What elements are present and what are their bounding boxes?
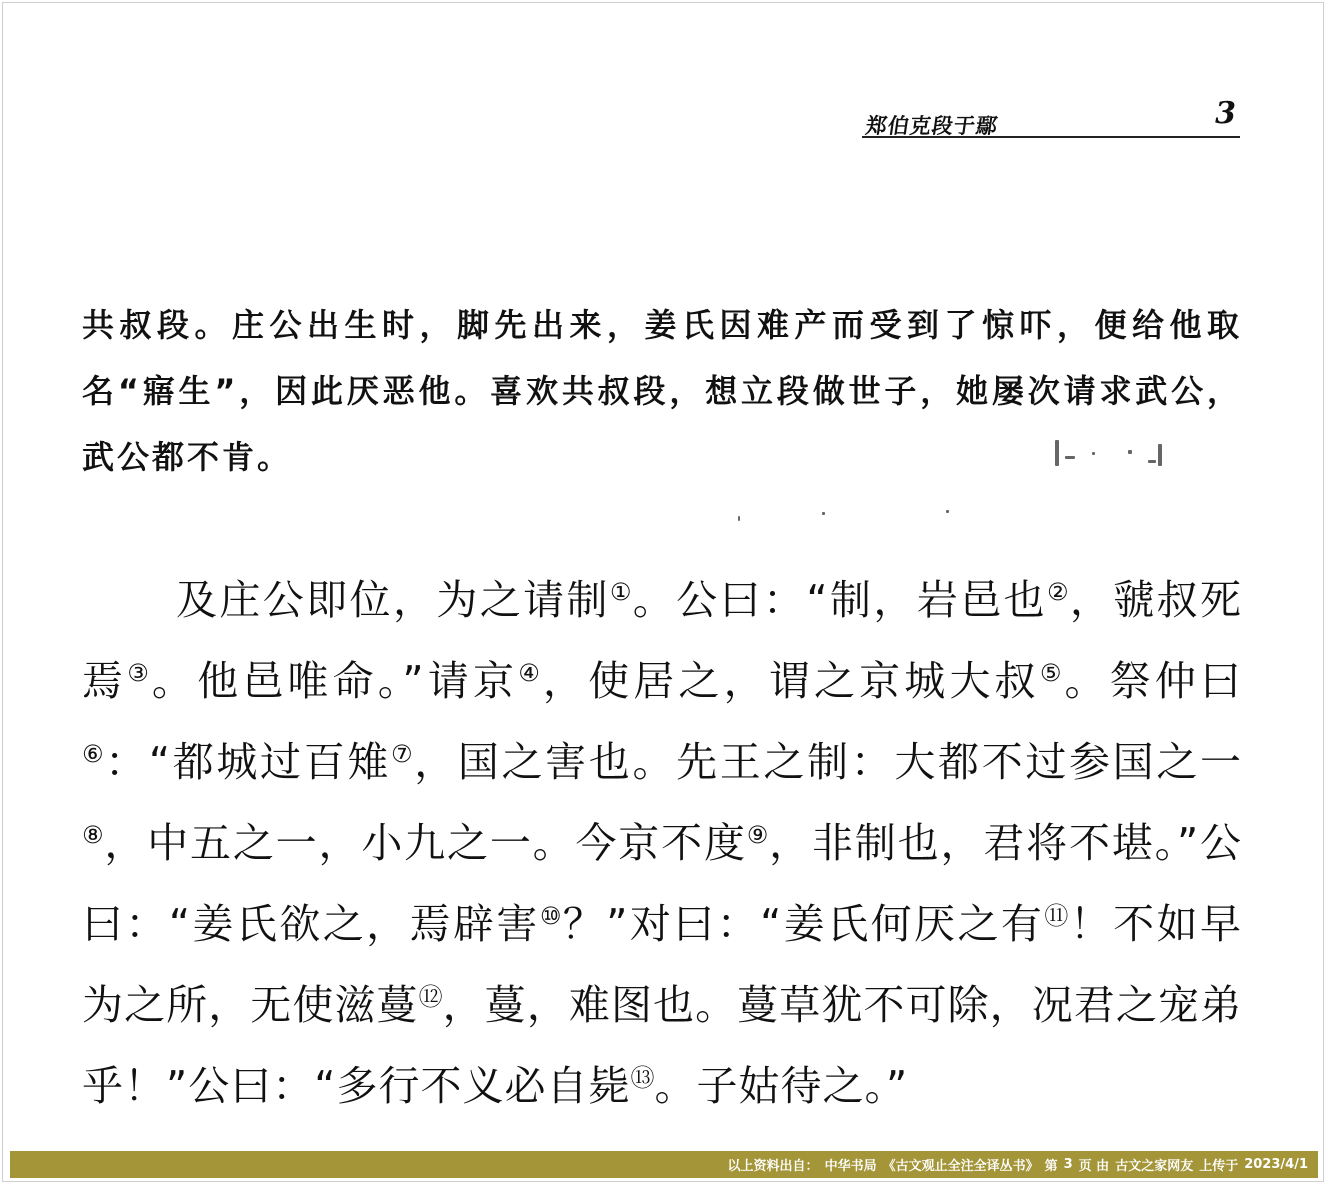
footnote-marker[interactable]: ④ bbox=[518, 659, 543, 687]
book-title[interactable]: 《古文观止全注全译丛书》 bbox=[882, 1159, 1039, 1174]
scan-speck bbox=[1065, 456, 1075, 459]
running-head bbox=[862, 96, 1240, 138]
scan-speck bbox=[1158, 444, 1162, 466]
text-run: ，使居之，谓之京城大叔 bbox=[542, 657, 1040, 705]
scan-speck bbox=[1055, 440, 1059, 466]
page-number: 3 bbox=[1215, 96, 1236, 131]
upload-date: 2023/4/1 bbox=[1244, 1157, 1308, 1172]
text-run: ，中五之一，小九之一。今京不度 bbox=[104, 819, 747, 867]
text-run: 。祭仲曰 bbox=[1064, 657, 1243, 705]
scan-speck bbox=[822, 512, 825, 515]
scan-speck bbox=[946, 510, 949, 513]
footnote-marker[interactable]: ⑥ bbox=[82, 740, 106, 768]
text-run: 。公曰：“制，岩邑也 bbox=[632, 576, 1047, 624]
text-run: ，蔓，难图也。蔓草犹不可除，况君之宠弟乎！”公曰：“多行不义必自毙 bbox=[82, 981, 1243, 1110]
footnote-marker[interactable]: ⑩ bbox=[539, 902, 563, 930]
text-run: ！不如早为之所，无使滋蔓 bbox=[82, 900, 1243, 1029]
scan-speck bbox=[1148, 460, 1156, 463]
upload-label: 上传于 bbox=[1199, 1159, 1239, 1174]
footnote-marker[interactable]: ② bbox=[1046, 578, 1070, 606]
footnote-marker[interactable]: ⑫ bbox=[418, 983, 443, 1011]
footnote-marker[interactable]: ⑪ bbox=[1044, 902, 1070, 930]
translation-text: 共叔段。庄公出生时，脚先出来，姜氏因难产而受到了惊吓，便给他取名“寤生”，因此厌恶他。喜欢共叔段，想立段做世子，她屡次请求武公，武公都不肯。 bbox=[82, 306, 1242, 476]
text-run: ？”对曰：“姜氏何厌之有 bbox=[562, 900, 1045, 948]
footnote-marker[interactable]: ⑨ bbox=[746, 821, 770, 849]
page-suffix: 页 由 bbox=[1078, 1159, 1110, 1174]
footnote-marker[interactable]: ① bbox=[609, 578, 633, 606]
footnote-marker[interactable]: ⑧ bbox=[82, 821, 105, 849]
translation-paragraph bbox=[82, 292, 1242, 490]
text-run: ，国之害也。先王之制：大都不过参国之一 bbox=[414, 738, 1242, 786]
source-label: 以上资料出自： bbox=[727, 1159, 819, 1174]
scan-speck bbox=[1128, 450, 1132, 454]
scan-speck bbox=[1092, 452, 1095, 455]
text-run: 及庄公即位，为之请制 bbox=[176, 576, 610, 624]
footnote-marker[interactable]: ⑦ bbox=[391, 740, 415, 768]
footnote-marker[interactable]: ⑬ bbox=[630, 1064, 655, 1092]
text-run: ，虢叔死焉 bbox=[82, 576, 1243, 705]
text-run: 。子姑待之。” bbox=[654, 1062, 909, 1110]
text-run: ：“都城过百雉 bbox=[105, 738, 392, 786]
footer-page-number: 3 bbox=[1063, 1157, 1073, 1172]
footnote-marker[interactable]: ⑤ bbox=[1039, 659, 1065, 687]
page-prefix: 第 bbox=[1044, 1159, 1058, 1174]
running-title: 郑伯克段于鄢 bbox=[864, 114, 1000, 138]
text-run: ，非制也，君将不堪。”公曰：“姜氏欲之，焉辟害 bbox=[82, 819, 1243, 948]
original-paragraph bbox=[82, 556, 1242, 1123]
original-text bbox=[82, 556, 1242, 1123]
footnote-marker[interactable]: ③ bbox=[127, 659, 152, 687]
source-footer-bar bbox=[10, 1151, 1318, 1178]
text-run: 。他邑唯命。”请京 bbox=[151, 657, 519, 705]
publisher: 中华书局 bbox=[824, 1159, 877, 1174]
scan-speck bbox=[738, 516, 740, 521]
uploader: 古文之家网友 bbox=[1115, 1159, 1194, 1174]
